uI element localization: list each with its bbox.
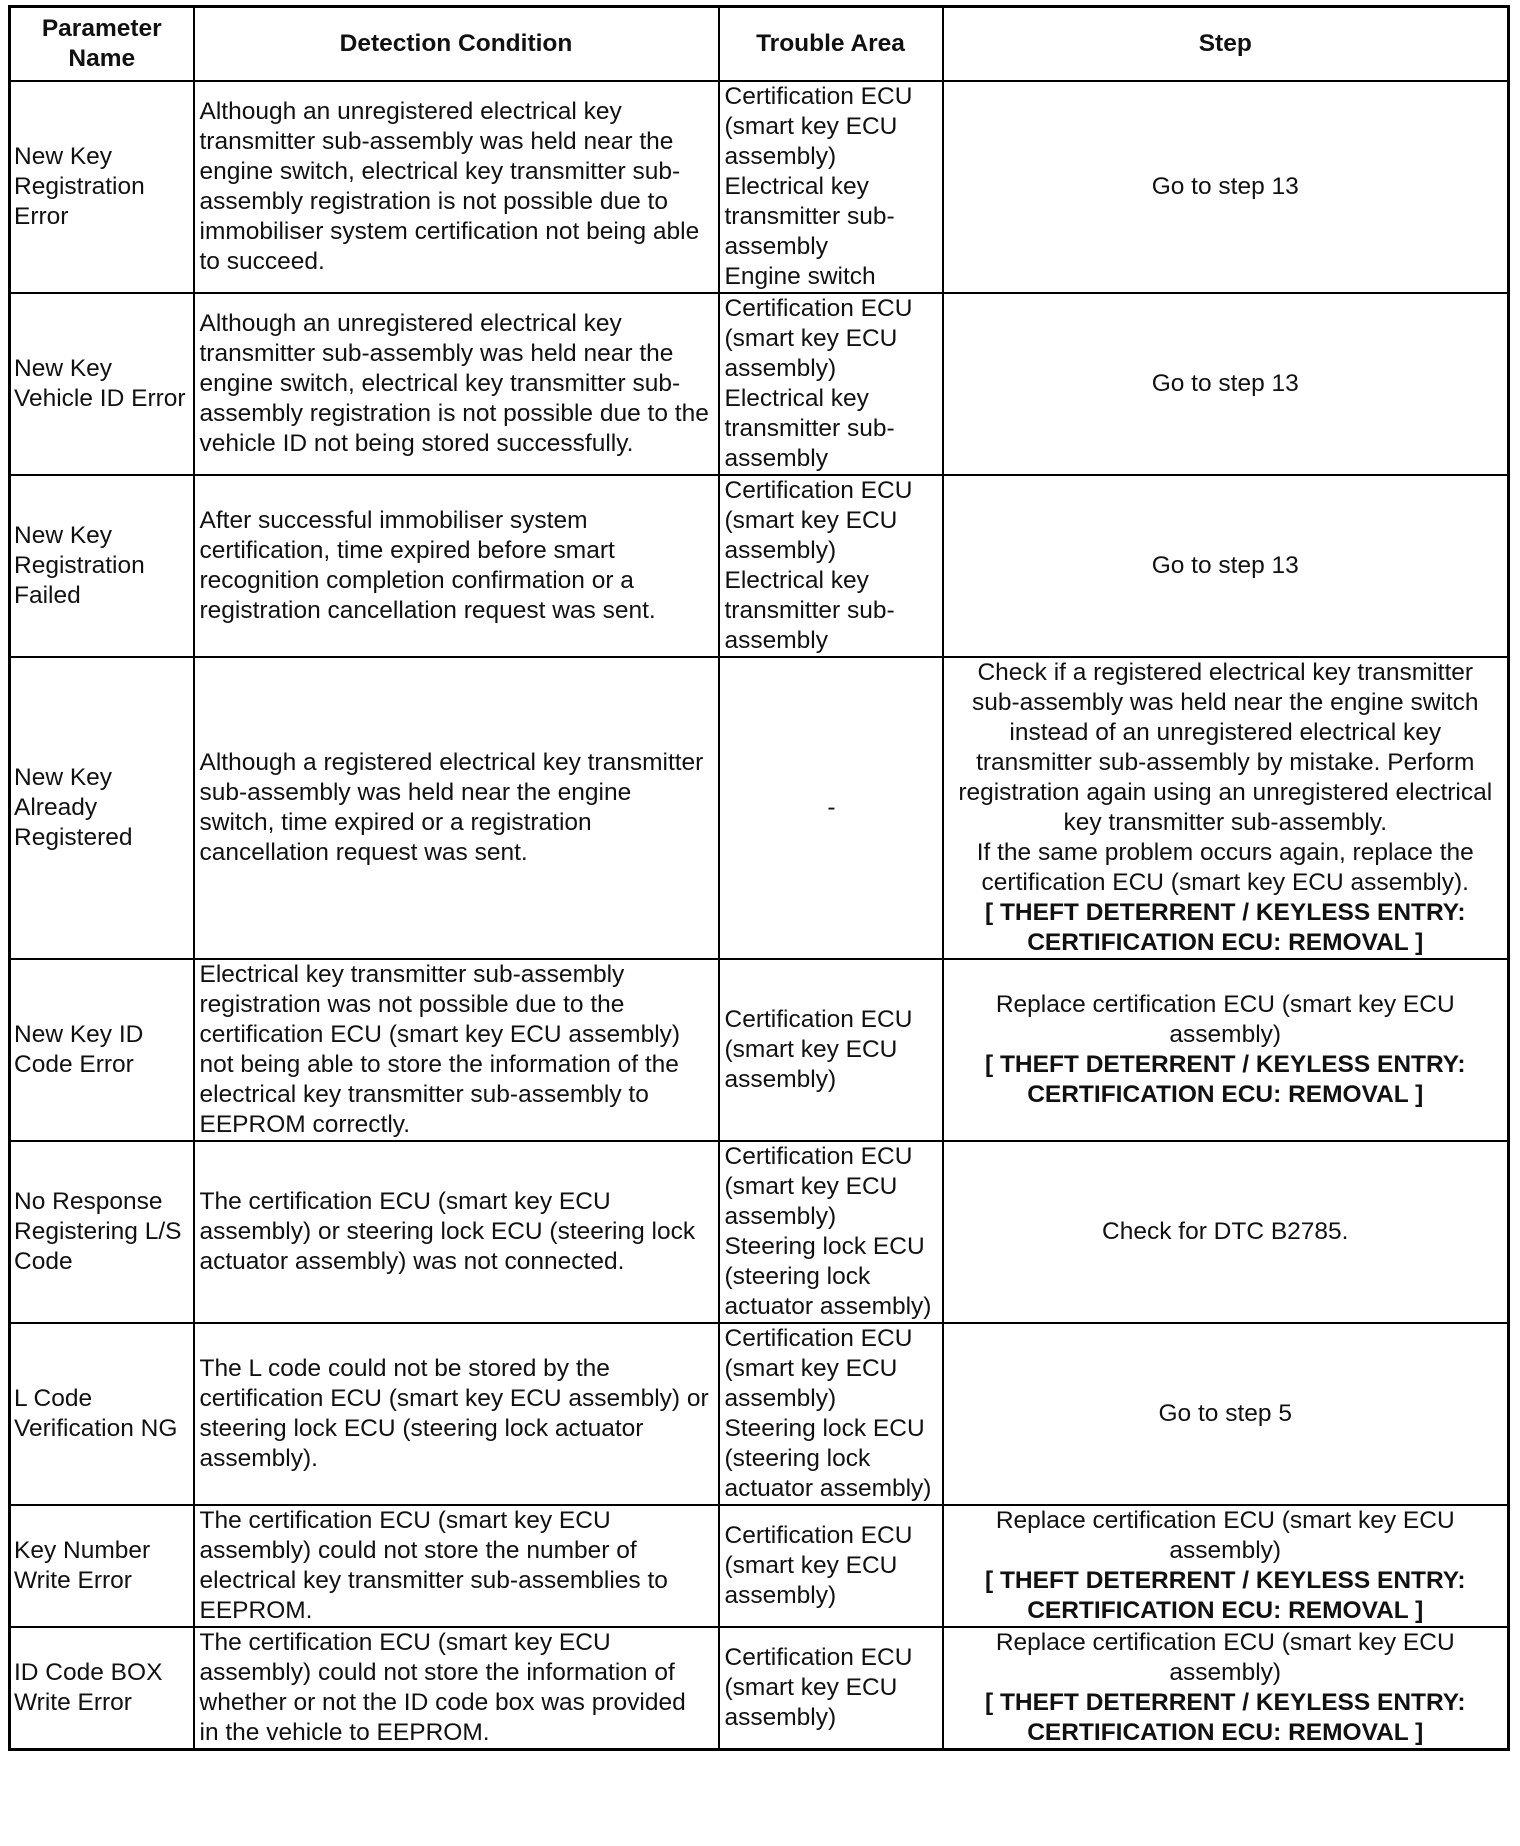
step-text: Check for DTC B2785. xyxy=(1102,1218,1349,1245)
cell-step xyxy=(943,959,1509,1141)
trouble-area-item: Certification ECU (smart key ECU assembly) xyxy=(724,1143,913,1230)
step-reference-link: [ THEFT DETERRENT / KEYLESS ENTRY: CERTIFICATION ECU: REMOVAL ] xyxy=(985,1689,1466,1746)
cell-trouble-area xyxy=(719,475,943,657)
trouble-area-item: Electrical key transmitter sub-assembly xyxy=(724,567,895,654)
cell-parameter-name: ID Code BOX Write Error xyxy=(10,1627,194,1750)
cell-step xyxy=(943,1323,1509,1505)
table-row xyxy=(10,1141,1509,1323)
cell-trouble-area xyxy=(719,1505,943,1627)
step-text: Go to step 13 xyxy=(1151,370,1299,397)
header-detection-condition: Detection Condition xyxy=(194,7,719,82)
cell-detection-condition: The certification ECU (smart key ECU assembly) could not store the number of electrical key transmitter sub-assemblies to EEPROM. xyxy=(194,1505,719,1627)
table-row xyxy=(10,1323,1509,1505)
cell-parameter-name: Key Number Write Error xyxy=(10,1505,194,1627)
trouble-area-item: - xyxy=(827,794,836,821)
trouble-area-item: Certification ECU (smart key ECU assembly) xyxy=(724,1325,913,1412)
trouble-area-item: Certification ECU (smart key ECU assembly) xyxy=(724,1522,913,1609)
table-row xyxy=(10,475,1509,657)
cell-trouble-area xyxy=(719,1141,943,1323)
trouble-area-item: Certification ECU (smart key ECU assembly) xyxy=(724,477,913,564)
cell-step xyxy=(943,293,1509,475)
table-row xyxy=(10,1627,1509,1750)
cell-parameter-name: New Key Registration Failed xyxy=(10,475,194,657)
trouble-area-item: Certification ECU (smart key ECU assembly) xyxy=(724,1644,913,1731)
cell-trouble-area xyxy=(719,1323,943,1505)
cell-step xyxy=(943,1141,1509,1323)
cell-step xyxy=(943,475,1509,657)
trouble-area-item: Electrical key transmitter sub-assembly xyxy=(724,173,895,260)
cell-detection-condition: Although an unregistered electrical key transmitter sub-assembly was held near the engine switch, electrical key transmitter sub-assembly registration is not possible due to immobiliser system certification not being able to succeed. xyxy=(194,81,719,293)
table-header xyxy=(10,7,1509,82)
table-body xyxy=(10,81,1509,1750)
step-text: Go to step 13 xyxy=(1151,552,1299,579)
cell-trouble-area xyxy=(719,81,943,293)
cell-detection-condition: Electrical key transmitter sub-assembly registration was not possible due to the certification ECU (smart key ECU assembly) not being able to store the information of the electrical key transmitter sub-assembly to EEPROM correctly. xyxy=(194,959,719,1141)
step-text: Check if a registered electrical key transmitter sub-assembly was held near the engine switch instead of an unregistered electrical key transmitter sub-assembly by mistake. Perform registration again using an unregistered electrical key transmitter sub-assembly. xyxy=(958,659,1493,836)
table-row xyxy=(10,81,1509,293)
cell-trouble-area xyxy=(719,657,943,959)
cell-detection-condition: Although a registered electrical key transmitter sub-assembly was held near the engine switch, time expired or a registration cancellation request was sent. xyxy=(194,657,719,959)
cell-trouble-area xyxy=(719,959,943,1141)
step-text: If the same problem occurs again, replace the certification ECU (smart key ECU assembly). xyxy=(976,839,1474,896)
cell-parameter-name: New Key Vehicle ID Error xyxy=(10,293,194,475)
trouble-area-item: Electrical key transmitter sub-assembly xyxy=(724,385,895,472)
cell-trouble-area xyxy=(719,1627,943,1750)
table-row xyxy=(10,959,1509,1141)
step-text: Go to step 13 xyxy=(1151,173,1299,200)
trouble-area-item: Certification ECU (smart key ECU assembly) xyxy=(724,83,913,170)
cell-parameter-name: L Code Verification NG xyxy=(10,1323,194,1505)
header-row xyxy=(10,7,1509,82)
table-row xyxy=(10,293,1509,475)
step-reference-link: [ THEFT DETERRENT / KEYLESS ENTRY: CERTIFICATION ECU: REMOVAL ] xyxy=(985,1567,1466,1624)
step-reference-link: [ THEFT DETERRENT / KEYLESS ENTRY: CERTIFICATION ECU: REMOVAL ] xyxy=(985,1051,1466,1108)
cell-parameter-name: New Key Already Registered xyxy=(10,657,194,959)
cell-detection-condition: The L code could not be stored by the certification ECU (smart key ECU assembly) or steering lock ECU (steering lock actuator assembly). xyxy=(194,1323,719,1505)
cell-detection-condition: The certification ECU (smart key ECU assembly) or steering lock ECU (steering lock actuator assembly) was not connected. xyxy=(194,1141,719,1323)
cell-parameter-name: New Key ID Code Error xyxy=(10,959,194,1141)
cell-detection-condition: Although an unregistered electrical key transmitter sub-assembly was held near the engine switch, electrical key transmitter sub-assembly registration is not possible due to the vehicle ID not being stored successfully. xyxy=(194,293,719,475)
cell-parameter-name: No Response Registering L/S Code xyxy=(10,1141,194,1323)
step-text: Go to step 5 xyxy=(1158,1400,1292,1427)
step-reference-link: [ THEFT DETERRENT / KEYLESS ENTRY: CERTIFICATION ECU: REMOVAL ] xyxy=(985,899,1466,956)
diagnosis-table xyxy=(8,5,1510,1751)
cell-detection-condition: After successful immobiliser system certification, time expired before smart recognition completion confirmation or a registration cancellation request was sent. xyxy=(194,475,719,657)
cell-detection-condition: The certification ECU (smart key ECU assembly) could not store the information of whether or not the ID code box was provided in the vehicle to EEPROM. xyxy=(194,1627,719,1750)
trouble-area-item: Certification ECU (smart key ECU assembly) xyxy=(724,1006,913,1093)
table-row xyxy=(10,657,1509,959)
trouble-area-item: Engine switch xyxy=(724,263,876,290)
header-trouble-area: Trouble Area xyxy=(719,7,943,82)
cell-parameter-name: New Key Registration Error xyxy=(10,81,194,293)
step-text: Replace certification ECU (smart key ECU assembly) xyxy=(995,991,1455,1048)
table-row xyxy=(10,1505,1509,1627)
cell-step xyxy=(943,1627,1509,1750)
header-parameter-name: Parameter Name xyxy=(10,7,194,82)
cell-step xyxy=(943,1505,1509,1627)
trouble-area-item: Certification ECU (smart key ECU assembly) xyxy=(724,295,913,382)
step-text: Replace certification ECU (smart key ECU assembly) xyxy=(995,1507,1455,1564)
header-step: Step xyxy=(943,7,1509,82)
cell-trouble-area xyxy=(719,293,943,475)
cell-step xyxy=(943,657,1509,959)
trouble-area-item: Steering lock ECU (steering lock actuator assembly) xyxy=(724,1415,932,1502)
step-text: Replace certification ECU (smart key ECU assembly) xyxy=(995,1629,1455,1686)
cell-step xyxy=(943,81,1509,293)
trouble-area-item: Steering lock ECU (steering lock actuator assembly) xyxy=(724,1233,932,1320)
